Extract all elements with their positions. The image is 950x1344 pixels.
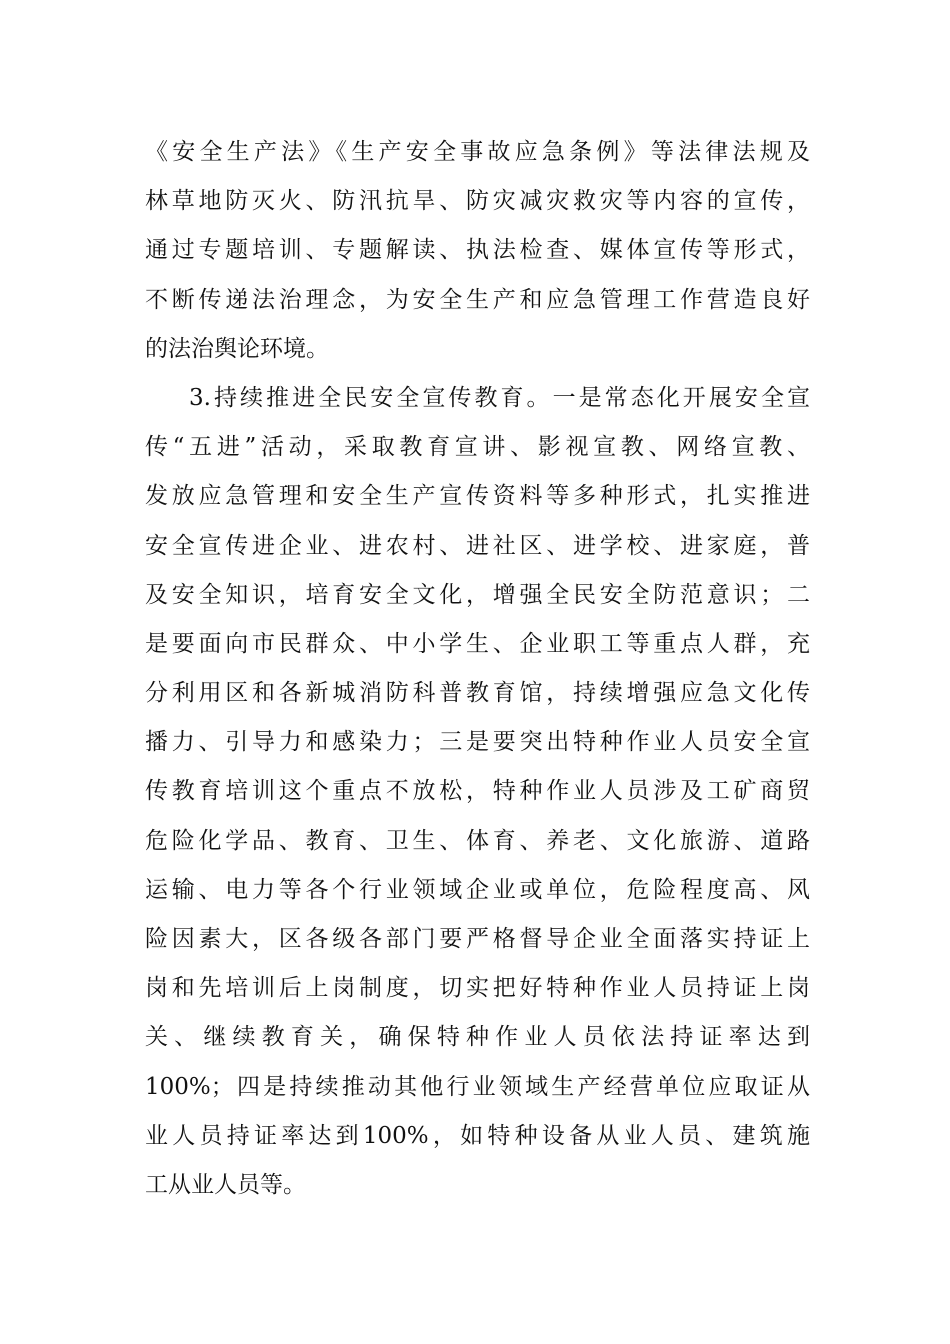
text-line: 运输、电力等各个行业领域企业或单位，危险程度高、风	[145, 876, 810, 903]
text-line: 通过专题培训、专题解读、执法检查、媒体宣传等形式，	[145, 237, 810, 264]
text-line: 工从业人员等。	[145, 1171, 306, 1198]
text-line: 林草地防灭火、防汛抗旱、防灾减灾救灾等内容的宣传，	[145, 188, 810, 215]
text-line: 的法治舆论环境。	[145, 335, 329, 362]
text-line: 安全宣传进企业、进农村、进社区、进学校、进家庭，普	[145, 532, 810, 559]
text-line: 危险化学品、教育、卫生、体育、养老、文化旅游、道路	[145, 827, 810, 854]
paragraph-continued	[145, 128, 810, 374]
text-line: 发放应急管理和安全生产宣传资料等多种形式，扎实推进	[145, 483, 810, 510]
text-line: 岗和先培训后上岗制度，切实把好特种作业人员持证上岗	[145, 975, 810, 1002]
text-line: 3.持续推进全民安全宣传教育。一是常态化开展安全宣	[189, 384, 810, 411]
text-line: 及安全知识，培育安全文化，增强全民安全防范意识；二	[145, 581, 810, 608]
text-line: 险因素大，区各级各部门要严格督导企业全面落实持证上	[145, 926, 810, 952]
text-line: 关、继续教育关，确保特种作业人员依法持证率达到	[145, 1024, 810, 1051]
text-line: 播力、引导力和感染力；三是要突出特种作业人员安全宣	[145, 729, 810, 756]
paragraph-3	[145, 374, 810, 1210]
text-line: 不断传递法治理念，为安全生产和应急管理工作营造良好	[145, 286, 810, 313]
text-line: 传教育培训这个重点不放松，特种作业人员涉及工矿商贸	[145, 778, 810, 805]
text-line: 传“五进”活动，采取教育宣讲、影视宣教、网络宣教、	[145, 434, 810, 461]
text-line: 是要面向市民群众、中小学生、企业职工等重点人群，充	[145, 630, 810, 657]
document-body	[145, 128, 810, 1210]
text-line: 分利用区和各新城消防科普教育馆，持续增强应急文化传	[145, 680, 810, 707]
text-line: 业人员持证率达到100%，如特种设备从业人员、建筑施	[145, 1122, 810, 1149]
text-line: 《安全生产法》《生产安全事故应急条例》等法律法规及	[145, 139, 810, 165]
text-line: 100%；四是持续推动其他行业领域生产经营单位应取证从	[145, 1073, 810, 1100]
